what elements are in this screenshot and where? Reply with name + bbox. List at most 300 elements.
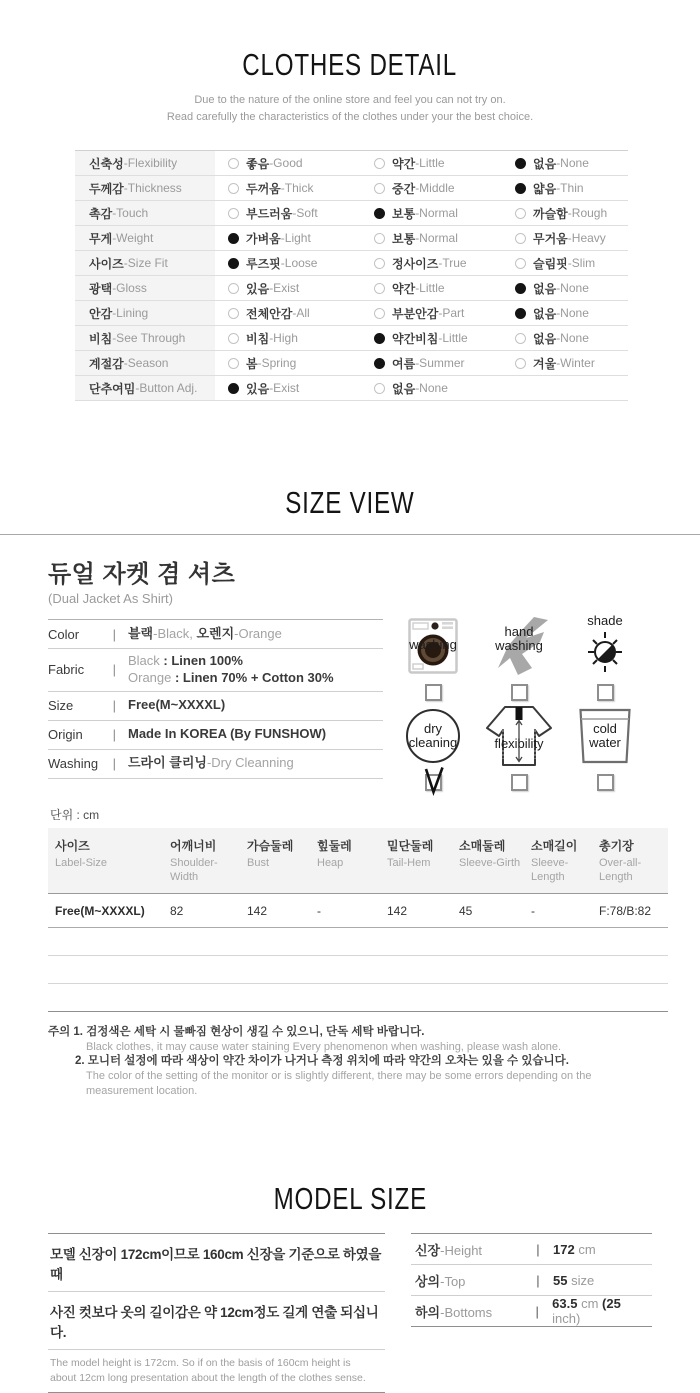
radio-icon[interactable] (515, 208, 526, 219)
radio-option[interactable] (515, 280, 628, 297)
attribute-options (215, 351, 628, 375)
attribute-label (75, 376, 215, 400)
care-icon-label: flexibility (494, 736, 544, 752)
model-size-section (0, 1181, 700, 1393)
model-size-title: MODEL SIZE (273, 1181, 427, 1217)
radio-icon[interactable] (515, 333, 526, 344)
attribute-label (75, 301, 215, 325)
label-ko: 부분안감 (392, 306, 439, 321)
care-item-shade-sun (562, 613, 648, 701)
model-label-ko: 신장 (415, 1242, 441, 1258)
label-ko: 없음 (533, 306, 557, 321)
label-en: -Rough (567, 206, 608, 221)
care-icons-grid (390, 613, 652, 791)
attribute-options (215, 226, 628, 250)
model-size-row (48, 1233, 652, 1393)
size-empty-cell (48, 955, 668, 983)
product-detail-row (48, 620, 383, 649)
radio-icon[interactable] (228, 308, 239, 319)
text-segment: 63.5 (552, 1296, 582, 1312)
section-divider (0, 534, 700, 535)
attribute-row (75, 251, 628, 276)
product-detail-row (48, 750, 383, 779)
radio-icon[interactable] (374, 333, 385, 344)
care-checkbox[interactable] (511, 774, 528, 791)
detail-value-line (128, 626, 282, 643)
label-en: -Flexibility (123, 156, 178, 171)
care-icon-label: hand washing (495, 624, 543, 654)
attribute-options (215, 326, 628, 350)
care-checkbox[interactable] (425, 684, 442, 701)
size-header-en: Sleeve-Girth (459, 857, 521, 870)
text-segment: -Orange (234, 625, 282, 641)
size-empty-row (48, 927, 668, 955)
model-label-en: -Bottoms (440, 1304, 493, 1320)
radio-icon[interactable] (515, 308, 526, 319)
size-column-header (524, 828, 592, 893)
attribute-row (75, 276, 628, 301)
detail-label (48, 627, 128, 642)
check-mark-icon (422, 767, 446, 799)
separator-bar: | (536, 1241, 540, 1257)
detail-label-text: Fabric (48, 662, 85, 678)
radio-option[interactable] (374, 380, 515, 397)
care-icon-label: washing (409, 637, 457, 653)
note-ko-line: 2. 모니터 설정에 따라 색상이 약간 차이가 나거나 측정 위치에 따라 약간의 오차는 있을 수 있습니다. (75, 1055, 569, 1068)
size-header-en: Over-all-Length (599, 857, 642, 884)
size-empty-row (48, 955, 668, 983)
attribute-label (75, 176, 215, 200)
size-header-ko: 총기장 (599, 839, 634, 854)
label-ko: 두꺼움 (246, 181, 281, 196)
care-checkbox-wrap (597, 684, 614, 701)
radio-icon[interactable] (374, 358, 385, 369)
radio-icon[interactable] (228, 383, 239, 394)
attribute-row (75, 151, 628, 176)
attribute-row (75, 351, 628, 376)
label-ko: 좋음 (246, 156, 270, 171)
text-segment: -Dry Cleanning (206, 755, 294, 771)
radio-icon[interactable] (228, 333, 239, 344)
model-measure-value (552, 1296, 652, 1326)
size-header-en: Heap (317, 857, 344, 870)
care-checkbox[interactable] (511, 684, 528, 701)
radio-option[interactable] (374, 255, 515, 272)
radio-icon[interactable] (228, 258, 239, 269)
care-item-hand-washing (476, 613, 562, 701)
radio-icon[interactable] (228, 208, 239, 219)
radio-icon[interactable] (374, 208, 385, 219)
text-segment: : Linen 100% (163, 653, 243, 669)
washing-machine-icon (393, 613, 473, 679)
size-cell: 142 (240, 893, 310, 927)
label-ko: 단추여밈 (89, 381, 136, 396)
care-checkbox-wrap (597, 774, 614, 791)
model-label-ko: 하의 (415, 1304, 441, 1320)
detail-label (48, 662, 128, 677)
attribute-row (75, 201, 628, 226)
radio-option[interactable] (228, 380, 374, 397)
size-header-en: Tail-Hem (387, 857, 431, 870)
clothes-detail-subtitle-1: Due to the nature of the online store and feel you can not try on. (194, 94, 506, 106)
size-header-ko: 소매길이 (531, 839, 578, 854)
radio-option[interactable] (515, 205, 628, 222)
attribute-options (215, 276, 628, 300)
attribute-row (75, 301, 628, 326)
detail-value (128, 653, 334, 687)
label-ko: 비침 (89, 331, 113, 346)
label-en: -None (556, 331, 589, 346)
label-ko: 안감 (89, 306, 113, 321)
label-en: -Little (415, 281, 445, 296)
radio-option[interactable] (515, 355, 628, 372)
attribute-label (75, 326, 215, 350)
model-desc-line-1: 모델 신장이 172cm이므로 160cm 신장을 기준으로 하였을때 (48, 1234, 385, 1292)
radio-option[interactable] (228, 355, 374, 372)
radio-icon[interactable] (228, 358, 239, 369)
radio-option[interactable] (374, 280, 515, 297)
label-en: -Winter (556, 356, 595, 371)
details-and-care-row (48, 613, 652, 791)
care-item-flexibility-shirt (476, 703, 562, 791)
label-ko: 없음 (533, 156, 557, 171)
radio-icon[interactable] (374, 383, 385, 394)
label-ko: 가벼움 (246, 231, 281, 246)
model-measure-value (553, 1242, 596, 1257)
label-ko: 무게 (89, 231, 113, 246)
label-ko: 약간비침 (392, 331, 439, 346)
label-ko: 까슬함 (533, 206, 568, 221)
note-en-line: Black clothes, it may cause water staining Every phenomenon when washing, please wash alone. (86, 1040, 562, 1053)
separator-bar: | (112, 626, 116, 642)
attribute-label (75, 151, 215, 175)
size-header-ko: 가슴둘레 (247, 839, 294, 854)
attribute-options (215, 301, 628, 325)
size-header-en: Label-Size (55, 857, 107, 870)
radio-icon[interactable] (228, 158, 239, 169)
label-en: -High (269, 331, 298, 346)
radio-icon[interactable] (374, 283, 385, 294)
size-column-header (380, 828, 452, 893)
attribute-row (75, 226, 628, 251)
flexibility-shirt-icon (479, 703, 559, 769)
label-ko: 약간 (392, 281, 416, 296)
label-en: -Summer (415, 356, 465, 371)
label-en: -Good (269, 156, 303, 171)
detail-label-text: Origin (48, 727, 83, 743)
text-segment: : Linen 70% + Cotton 30% (174, 669, 334, 685)
size-empty-cell (48, 983, 668, 1011)
label-ko: 겨울 (533, 356, 557, 371)
size-view-section (0, 485, 700, 1099)
detail-label (48, 727, 128, 742)
label-ko: 두께감 (89, 181, 124, 196)
radio-option[interactable] (515, 155, 628, 172)
label-ko: 얇음 (533, 181, 557, 196)
label-en: -Heavy (567, 231, 606, 246)
radio-option[interactable] (228, 330, 374, 347)
radio-option[interactable] (228, 180, 374, 197)
product-detail-row (48, 692, 383, 721)
label-en: -Normal (415, 231, 458, 246)
dry-cleaning-circle-icon (393, 703, 473, 769)
radio-icon[interactable] (374, 183, 385, 194)
label-en: -Exist (269, 281, 300, 296)
text-segment: 블랙 (128, 625, 154, 641)
text-segment: cm (581, 1296, 603, 1312)
model-measure-row (411, 1296, 652, 1327)
label-en: -Size Fit (123, 256, 168, 271)
radio-icon[interactable] (515, 233, 526, 244)
attribute-options (215, 176, 628, 200)
size-column-header (163, 828, 240, 893)
care-checkbox-wrap (511, 774, 528, 791)
label-ko: 중간 (392, 181, 416, 196)
size-cell: 82 (163, 893, 240, 927)
size-header-ko: 밑단둘레 (387, 839, 434, 854)
size-table (48, 828, 668, 1012)
size-cell: F:78/B:82 (592, 893, 668, 927)
label-en: -None (415, 381, 448, 396)
radio-option[interactable] (515, 330, 628, 347)
label-ko: 보통 (392, 231, 416, 246)
model-desc-note: The model height is 172cm. So if on the basis of 160cm height is about 12cm long presentation about the length of the clothes sense. (48, 1350, 385, 1393)
attributes-table (75, 150, 628, 401)
model-desc-line-2: 사진 컷보다 옷의 길이감은 약 12cm정도 길게 연출 되십니다. (48, 1292, 385, 1350)
sun-glyph (583, 631, 627, 678)
model-measure-label (411, 1302, 522, 1321)
model-label-ko: 상의 (415, 1273, 441, 1289)
note-ko-line: 주의 1. 검정색은 세탁 시 물빠짐 현상이 생길 수 있으니, 단독 세탁 바랍니다. (48, 1025, 425, 1038)
label-en: -Thickness (123, 181, 182, 196)
care-checkbox-wrap (511, 684, 528, 701)
attribute-label (75, 251, 215, 275)
label-ko: 없음 (533, 331, 557, 346)
product-name-ko: 듀얼 자켓 겸 셔츠 (48, 561, 236, 589)
label-ko: 신축성 (89, 156, 124, 171)
product-header (48, 554, 700, 606)
attribute-row (75, 326, 628, 351)
text-segment: size (571, 1272, 595, 1288)
size-header-ko: 소매둘레 (459, 839, 506, 854)
attribute-options (215, 251, 628, 275)
radio-option[interactable] (228, 280, 374, 297)
size-cell: 45 (452, 893, 524, 927)
detail-value (128, 755, 294, 772)
radio-option[interactable] (374, 155, 515, 172)
size-empty-row (48, 983, 668, 1011)
label-ko: 부드러움 (246, 206, 293, 221)
radio-option[interactable] (228, 305, 374, 322)
radio-option[interactable] (515, 305, 628, 322)
radio-icon[interactable] (515, 158, 526, 169)
radio-option[interactable] (374, 305, 515, 322)
text-segment: Orange (128, 669, 175, 685)
separator-bar: | (536, 1272, 540, 1288)
label-en: -None (556, 306, 589, 321)
attribute-label (75, 226, 215, 250)
label-ko: 사이즈 (89, 256, 124, 271)
radio-icon[interactable] (374, 258, 385, 269)
detail-value-line (128, 755, 294, 772)
text-segment: 드라이 클리닝 (128, 755, 207, 771)
model-measure-label (411, 1240, 523, 1259)
radio-icon[interactable] (228, 183, 239, 194)
care-item-washing-machine (390, 613, 476, 701)
radio-icon[interactable] (515, 258, 526, 269)
radio-option[interactable] (515, 180, 628, 197)
care-checkbox[interactable] (597, 684, 614, 701)
label-ko: 없음 (533, 281, 557, 296)
label-en: -True (438, 256, 467, 271)
radio-option[interactable] (374, 230, 515, 247)
size-data-row (48, 893, 668, 927)
label-en: -None (556, 281, 589, 296)
clothes-detail-subtitle-2: Read carefully the characteristics of the clothes under your the best choice. (166, 111, 534, 124)
label-en: -Part (438, 306, 465, 321)
label-en: -Spring (257, 356, 297, 371)
clothes-detail-section (0, 0, 700, 401)
model-label-en: -Top (440, 1273, 466, 1289)
radio-option[interactable] (374, 205, 515, 222)
attribute-label (75, 201, 215, 225)
label-ko: 여름 (392, 356, 416, 371)
label-ko: 없음 (392, 381, 416, 396)
label-ko: 무거움 (533, 231, 568, 246)
size-cell: - (524, 893, 592, 927)
radio-icon[interactable] (515, 283, 526, 294)
size-empty-cell (48, 927, 668, 955)
attribute-row (75, 376, 628, 401)
care-icon-label: cold water (589, 721, 621, 751)
radio-option[interactable] (228, 155, 374, 172)
radio-option[interactable] (374, 355, 515, 372)
radio-option[interactable] (228, 230, 374, 247)
detail-value-line (128, 653, 334, 670)
radio-option[interactable] (515, 230, 628, 247)
size-column-header (310, 828, 380, 893)
care-icon-label: dry cleaning (408, 721, 458, 751)
radio-icon[interactable] (374, 158, 385, 169)
attribute-options (215, 201, 628, 225)
label-en: -Soft (292, 206, 318, 221)
detail-label (48, 698, 128, 713)
text-segment: inch) (552, 1311, 581, 1327)
model-measurements-table (411, 1233, 652, 1393)
text-segment: 오렌지 (196, 625, 235, 641)
label-en: -Button Adj. (135, 381, 198, 396)
care-item-dry-cleaning-circle (390, 703, 476, 791)
cold-water-bucket-icon (565, 703, 645, 769)
radio-icon[interactable] (374, 308, 385, 319)
attribute-options (215, 376, 628, 400)
note-en-line: The color of the setting of the monitor or is slightly different, there may be some errors depending on the measurement location. (86, 1070, 592, 1098)
radio-icon[interactable] (228, 283, 239, 294)
label-ko: 있음 (246, 381, 270, 396)
care-icon-label: shade (587, 613, 623, 629)
label-en: -Normal (415, 206, 458, 221)
product-name-en: (Dual Jacket As Shirt) (48, 591, 173, 607)
text-segment: Free(M~XXXXL) (128, 697, 226, 713)
detail-label-text: Size (48, 698, 74, 714)
radio-option[interactable] (374, 180, 515, 197)
model-measure-row (411, 1234, 652, 1265)
text-segment: (25 (602, 1296, 621, 1312)
radio-option[interactable] (374, 330, 515, 347)
label-ko: 정사이즈 (392, 256, 439, 271)
label-ko: 슬림핏 (533, 256, 568, 271)
attribute-row (75, 176, 628, 201)
size-cell: - (310, 893, 380, 927)
size-cell: 142 (380, 893, 452, 927)
separator-bar: | (112, 727, 116, 743)
label-en: -Thin (556, 181, 584, 196)
label-en: -Thick (280, 181, 314, 196)
washing-notes (48, 1025, 652, 1099)
size-view-title: SIZE VIEW (285, 485, 415, 521)
text-segment: Black (128, 653, 164, 669)
label-en: -Loose (280, 256, 318, 271)
attribute-options (215, 151, 628, 175)
separator-bar: | (112, 698, 116, 714)
size-column-header (452, 828, 524, 893)
detail-value (128, 726, 326, 743)
detail-label (48, 756, 128, 771)
text-segment: 172 (553, 1241, 579, 1257)
label-ko: 촉감 (89, 206, 113, 221)
label-ko: 전체안감 (246, 306, 293, 321)
model-description-box (48, 1233, 385, 1393)
label-en: -Weight (112, 231, 154, 246)
label-en: -Lining (112, 306, 149, 321)
size-header-ko: 어깨너비 (170, 839, 217, 854)
size-header-en: Shoulder-Width (170, 857, 218, 884)
text-segment: -Black, (153, 625, 197, 641)
text-segment: 55 (553, 1272, 572, 1288)
hand-washing-icon (479, 613, 559, 679)
product-detail-row (48, 721, 383, 750)
radio-icon[interactable] (228, 233, 239, 244)
detail-label-text: Color (48, 626, 80, 642)
label-ko: 광택 (89, 281, 113, 296)
label-en: -Middle (415, 181, 455, 196)
label-ko: 봄 (246, 356, 258, 371)
shade-sun-icon (565, 613, 645, 679)
radio-option[interactable] (228, 255, 374, 272)
label-en: -Gloss (112, 281, 147, 296)
clothes-detail-title: CLOTHES DETAIL (242, 47, 458, 82)
radio-icon[interactable] (515, 183, 526, 194)
size-header-en: Bust (247, 857, 270, 870)
model-measure-label (411, 1271, 523, 1290)
product-details-table (48, 619, 383, 791)
model-label-en: -Height (440, 1242, 483, 1258)
label-en: -Light (280, 231, 311, 246)
attribute-label (75, 276, 215, 300)
radio-option[interactable] (515, 255, 628, 272)
radio-option[interactable] (228, 205, 374, 222)
label-en: -Season (123, 356, 169, 371)
label-ko: 계절감 (89, 356, 124, 371)
label-en: -Little (438, 331, 468, 346)
radio-icon[interactable] (374, 233, 385, 244)
care-item-cold-water-bucket (562, 703, 648, 791)
label-en: -Touch (112, 206, 149, 221)
model-measure-row (411, 1265, 652, 1296)
radio-icon[interactable] (515, 358, 526, 369)
care-checkbox[interactable] (597, 774, 614, 791)
label-en: -Little (415, 156, 445, 171)
